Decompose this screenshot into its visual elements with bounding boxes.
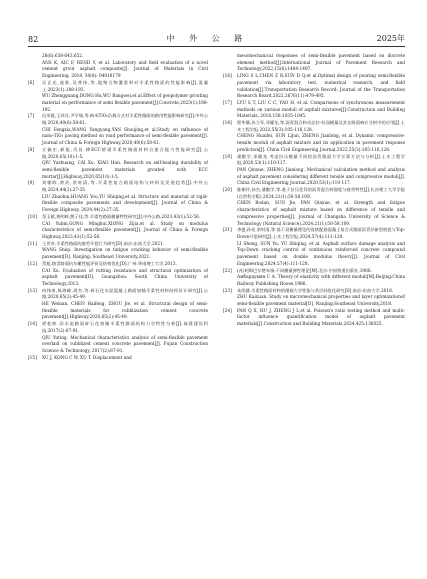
reference-entry xyxy=(28,81,208,94)
reference-text: CHENG Huaifei, SUN Lijun, ZHENG Jianlong, et al. Dynamic compressive-tensile moduli of asphalt mixture and its application in pavement response prediction[J]. China Civil Engineering Journal,2022,55(3):105-116,128. xyxy=(237,134,405,153)
reference-entry xyxy=(223,188,405,201)
reference-number xyxy=(28,61,42,81)
reference-number: [12] xyxy=(28,261,37,267)
reference-number: [16] xyxy=(223,74,232,80)
reference-entry xyxy=(223,228,405,241)
reference-entry xyxy=(223,275,405,288)
reference-text: 何伟南,陈海峰,周杰,等.碎石化水泥混凝土路面加铺半柔性材料结构设计研究[J].公路,2020,65(2):45-49. xyxy=(42,288,208,301)
reference-text: 迟凤霞,王祥洋,尹学瑞,等.纳米TiO₂负载方式对半柔性路面的路用性能影响研究[J].中外公路,2020,40(6):58-61. xyxy=(42,114,208,127)
reference-number xyxy=(28,195,42,215)
reference-entry xyxy=(28,148,208,161)
reference-text: mesomechanical responses of semi-flexible pavement based on discrete element method[J].International Journal of Pavement Research and Technology,2022,15(6):1484-1497. xyxy=(237,54,405,73)
reference-text: 裘松婷.旧水泥路面碎石化加铺半柔性路面结构力学特性分析[J].福建建设科技,2017(2):87-91. xyxy=(42,322,208,334)
reference-entry xyxy=(223,242,405,269)
reference-number xyxy=(28,128,42,148)
reference-entry xyxy=(223,74,405,101)
reference-text: CHEN Bodan, SUN Jie, PAN Qinxue, et al. Strength and fatigue characteristics of asphalt mixture based on difference of tensile and compressive properties[J]. Journal of Changsha University of Science & Technology (Natural Science),2024,21(1):50-58,109. xyxy=(237,201,405,227)
reference-number xyxy=(28,336,42,356)
reference-entry xyxy=(28,322,208,335)
reference-entry xyxy=(28,289,208,302)
reference-number: [24] xyxy=(223,308,232,314)
reference-entry xyxy=(28,336,208,356)
reference-entry xyxy=(223,201,405,228)
reference-text: LIU Zhaohui,HUANG You,YU Shiqing,et al. Structure and material of rigid-flexible composite pavements and development[J]. Journal of China & Foreign Highway, 2024,44(2):27-35. xyxy=(42,194,208,214)
reference-entry xyxy=(28,269,208,289)
reference-text: 丘愉庄,郝旭,肖昌.掺ECC桥梁半柔性路面材料自愈合能力性能研究[J].公路,2020,65(10):1-5. xyxy=(42,147,208,160)
reference-entry xyxy=(223,168,405,188)
reference-text: 26(6):638-643,652. xyxy=(42,54,84,59)
reference-number: [23] xyxy=(223,288,232,294)
reference-text: LYU S T, LIU C C, YAO H, et al. Comparisons of synchronous measurement methods on various moduli of asphalt mixtures[J].Construction and Building Materials, 2018,158:1035-1045. xyxy=(237,100,405,120)
reference-number xyxy=(223,275,237,288)
reference-entry xyxy=(28,114,208,127)
reference-number: [7] xyxy=(28,114,35,120)
reference-text: 陈彬玲,孙杰,潘勤学,等.基于拉压差异的沥青混合料强度与疲劳特性[J].长沙理工大学学报(自然科学版),2024,21(1):50-58,109. xyxy=(237,188,405,200)
reference-text: 刘朝晖,黄武,余时清,等.半柔性复合路面结构与材料及发展趋势[J].中外公路,2024,44(2):27-35. xyxy=(42,181,208,194)
reference-number: [20] xyxy=(223,188,232,194)
reference-entry xyxy=(223,54,405,74)
reference-entry xyxy=(28,242,208,249)
right-reference-column xyxy=(223,54,405,329)
reference-number: [14] xyxy=(28,322,37,328)
reference-text: PAN Qinxue, ZHENG Jianlong. Mechanical calculation method and analysis of asphalt pavement considering different tensile and compressive moduli[J]. China Civil Engineering Journal,2020,53(1):110-117. xyxy=(237,167,405,187)
reference-number: [22] xyxy=(223,268,232,274)
reference-text: PAN Q X, HU J, ZHENG J L,et al. Poisson's ratio testing method and multi-factor influence quantification model of asphalt pavement materials[J].Construction and Building Materials,2024,425:136025. xyxy=(237,308,405,328)
reference-entry xyxy=(28,215,208,222)
reference-number xyxy=(223,201,237,228)
reference-text: 朱凯健.半柔性路面材料的细观力学性能与其层间优化研究[D].南京:东南大学,2018. xyxy=(237,288,394,294)
reference-number xyxy=(223,134,237,154)
reference-number: [19] xyxy=(223,154,232,160)
reference-entry xyxy=(28,161,208,181)
reference-number: [11] xyxy=(28,241,37,247)
reference-number xyxy=(28,248,42,261)
reference-number: [17] xyxy=(223,100,232,106)
reference-text: Амбарцумян С А. Theory of elasticity with different moduli[M].Beijing:China Railway Publishing House,1986. xyxy=(237,275,405,287)
reference-number: [10] xyxy=(28,214,37,220)
reference-entry xyxy=(223,309,405,329)
reference-text: 潘勤学,邓健龙.考虑拉压模量不同的沥青路面力学计算方法与分析[J].土木工程学报,2020,53(1):110-117. xyxy=(237,154,405,167)
reference-number xyxy=(223,168,237,188)
reference-number xyxy=(28,302,42,322)
reference-entry xyxy=(223,121,405,134)
reference-entry xyxy=(28,222,208,242)
page-header xyxy=(28,32,405,44)
reference-text: 蔡玉斌,黄明辉,熊子佳,等.半柔性路面模量特性研究[J].中外公路,2023,43(1):52-56. xyxy=(42,214,201,220)
reference-entry xyxy=(28,61,208,81)
reference-text: LING S L,CHEN Z B,SUN D Q,et al.Optimal design of pouring semi-flexible pavement via laboratory test, numerical research, and field validation[J].Transportation Research Record: Journal of the Transportation Research Board,2022,2676(11):479-495. xyxy=(237,74,405,100)
reference-number xyxy=(28,94,42,114)
reference-text: QIU Yuting. Mechanical characteristics analysis of semi-flexible pavement overlaid on rubblized cement concrete pavement[J]. Fujian Construction Science & Technology, 2017(2):87-91. xyxy=(42,335,208,354)
reference-number: [9] xyxy=(28,181,35,187)
reference-entry xyxy=(28,94,208,114)
reference-entry xyxy=(223,134,405,154)
reference-text: 王世奇.半柔性路面的疲劳开裂行为研究[D].南京:东南大学,2021. xyxy=(42,241,165,247)
reference-text: XU J, KONG C W, XU T. Displacement and xyxy=(42,355,132,361)
reference-entry xyxy=(223,101,405,121)
year: 2025年 xyxy=(376,34,405,43)
reference-text: 李盛,孙亮,余时清,等.基于双模量理论的连续配筋混凝土复合式路面沥青层新型底裂与Top-Down开裂研究[J].土木工程学报,2024,57(4):111-128. xyxy=(237,228,405,240)
reference-number xyxy=(223,54,237,74)
reference-number xyxy=(28,269,42,289)
reference-number xyxy=(28,161,42,181)
reference-number: [8] xyxy=(28,147,35,153)
reference-entry xyxy=(28,195,208,215)
reference-text: CHI Fengxia,WANG Yangyang,YAN Shoujing,et al.Study on influence of nano-TiO₂ paving method on road performance of semi-flexible pavement[J]. Journal of China & Foreign Highway,2020,40(6):58-61. xyxy=(42,127,208,147)
header-rule xyxy=(28,46,405,47)
journal-title: 中 外 公 路 xyxy=(166,34,249,43)
reference-entry xyxy=(28,248,208,261)
reference-number xyxy=(28,54,42,61)
reference-text: ZHU Kaixuan. Study on micromechanical properties and layer optimizationof semi-flexible pavement material[D]. Nanjing:Southeast University,2018. xyxy=(237,295,405,308)
reference-entry xyxy=(28,356,208,363)
reference-text: 吴正光,庞淮,吴普伟,等.地聚合物灌浆料对半柔性路面的性能影响[J].混凝土,2023(1):188-192. xyxy=(42,80,208,93)
reference-number: [21] xyxy=(223,228,232,234)
reference-text: 蔡旭.路青路面抗车辙性能评价及结构优化[D].广州:华南理工大学,2013. xyxy=(42,261,177,267)
reference-number xyxy=(223,295,237,308)
reference-text: ANS K, AIC F, REND Y, et al. Laboratory and field evaluation of a novel cement grout asphalt composite[J]. Journal of Materials in Civil Engineering, 2018, 30(8): 04018179 xyxy=(42,60,208,80)
reference-text: CAI Yubin,GONG Minghui,XIONG Zijia,et al. Study on modulus characteristics of semi-flexible pavement[J]. Journal of China & Foreign Highway,2023,43(1):52-56. xyxy=(42,221,208,240)
reference-text: QIU Yuzhuang, CAI Xu, XIAO Han. Research on self-healing durability of semi-flexible pavement materials grouted with ECC mortar[J].Highway,2020,65(10):1-5. xyxy=(42,161,208,180)
reference-entry xyxy=(223,155,405,168)
reference-text: 程华薇,孙立军,邓耀龙,等.沥青混合料动态拉-拉双模量及其在路面响应分析中的应用[J].土木工程学报,2022,55(3):105-116,128. xyxy=(237,121,405,133)
reference-entry xyxy=(28,262,208,269)
reference-text: WANG Shiqi. Investigation on fatigue cracking behavior of semi-flexible pavement[D]. Nanjing: Southeast University,2021. xyxy=(42,248,208,261)
reference-entry xyxy=(223,269,405,276)
reference-text: CAI Xu. Evaluation of rutting resistance and structural optimization of asphalt pavement[D]. Guangzhou: South China University of Technology,2013. xyxy=(42,268,208,287)
reference-text: HE Weinan, CHEN Haifeng, ZHOU Jie, et al. Structural design of semi-flexible materials for rubblization cement concrete pavement[J].Highway,2020,65(2):45-49. xyxy=(42,302,208,321)
reference-entry xyxy=(28,128,208,148)
reference-number: [13] xyxy=(28,288,37,294)
reference-number: [6] xyxy=(28,80,35,86)
reference-entry xyxy=(28,302,208,322)
reference-number: [15] xyxy=(28,355,37,361)
reference-text: LI Sheng, SUN Yu, YU Shiqing, et al. Asphalt surface damage analysis and Top-Down cracking control of continuous reinforced concrete compound pavement based on double modulus theory[J]. Journal of Civil Engineering,2024,57(4):111-128. xyxy=(237,241,405,267)
reference-number xyxy=(223,242,237,269)
reference-text: WU Zhengguang,DONG Hu,WU Bangwei,et al.Effect of geopolymer grouting material on performance of semi flexible pavement[J].Concrete,2023(1):188-192. xyxy=(42,94,208,113)
reference-text: (苏)阿姆巴尔楚米扬.不同模量弹性理论[M].北京:中国铁道出版社,1986. xyxy=(237,268,372,274)
page-number: 82 xyxy=(28,35,39,44)
reference-number xyxy=(28,222,42,242)
left-reference-column xyxy=(28,54,208,362)
reference-entry xyxy=(223,295,405,308)
reference-entry xyxy=(28,54,208,61)
reference-entry xyxy=(223,289,405,296)
reference-entry xyxy=(28,181,208,194)
reference-number: [18] xyxy=(223,121,232,127)
